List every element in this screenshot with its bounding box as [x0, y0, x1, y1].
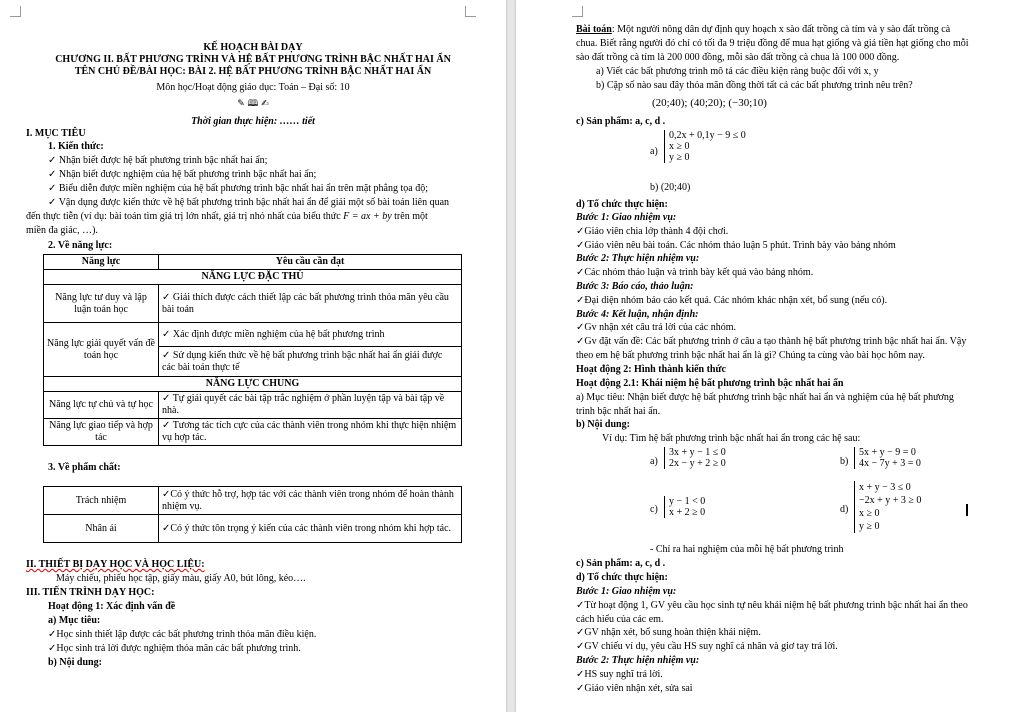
- inequality: x + y − 3 ≤ 0: [859, 482, 911, 493]
- objective-text: trên một: [394, 211, 428, 222]
- list-item: ✓HS suy nghĩ trả lời.: [576, 669, 663, 680]
- problem-question: b) Cặp số nào sau đây thỏa mãn đồng thời tất cả các bất phương trình nêu trên?: [596, 80, 913, 91]
- margin-corner-mark: [572, 6, 583, 17]
- problem-question: a) Viết các bất phương trình mô tả các điều kiện ràng buộc đối với x, y: [596, 66, 879, 77]
- document-page-right: [516, 0, 1026, 712]
- item-label: a): [650, 146, 658, 157]
- equation: 4x − 7y + 3 = 0: [859, 458, 921, 469]
- inequality: 3x + y − 1 ≤ 0: [669, 447, 726, 458]
- sub-heading: c) Sản phẩm: a, c, d .: [576, 558, 666, 569]
- inequality: x ≥ 0: [859, 508, 880, 519]
- step-heading: Bước 1: Giao nhiệm vụ:: [576, 212, 677, 223]
- table-cell: ✓ Giải thích được cách thiết lập các bất phương trình thỏa mãn yêu cầu bài toán: [159, 285, 462, 323]
- step-heading: Bước 4: Kết luận, nhận định:: [576, 309, 699, 320]
- objective-text: đến thực tiễn (ví dụ: bài toán tìm giá trị lớn nhất, giá trị nhỏ nhất của biểu thức: [26, 211, 341, 222]
- inequality: y ≥ 0: [859, 521, 880, 532]
- inequality: −2x + y + 3 ≥ 0: [859, 495, 922, 506]
- activity-heading: Hoạt động 2.1: Khái niệm hệ bất phương trình bậc nhất hai ẩn: [576, 378, 844, 389]
- subsection-heading: 2. Về năng lực:: [48, 240, 113, 251]
- subject-line: Môn học/Hoạt động giáo dục: Toán – Đại số: 10: [156, 82, 350, 93]
- list-item: ✓GV nhận xét, bổ sung hoàn thiện khái niệm.: [576, 627, 761, 638]
- table-cell: ✓Có ý thức hỗ trợ, hợp tác với các thành viên trong nhóm để hoàn thành nhiệm vụ.: [159, 487, 462, 515]
- sub-heading: b) Nội dung:: [48, 657, 102, 668]
- table-section-row: NĂNG LỰC CHUNG: [44, 377, 462, 392]
- objective-item: ✓ Nhận biết được hệ bất phương trình bậc nhất hai ẩn;: [48, 155, 268, 166]
- activity-heading: Hoạt động 2: Hình thành kiến thức: [576, 364, 726, 375]
- problem-line: chua. Biết rằng người đó chỉ có tối đa 9 triệu đồng để mua hạt giống và giá tiền hạt giống cho mỗi: [576, 38, 969, 49]
- section-heading-text: II. THIẾT BỊ DẠY HỌC VÀ HỌC LIỆU:: [26, 559, 205, 570]
- step-heading: Bước 1: Giao nhiệm vụ:: [576, 586, 677, 597]
- table-cell: Trách nhiệm: [44, 487, 159, 515]
- list-item: ✓GV chiếu ví dụ, yêu cầu HS suy nghĩ cá nhân và giơ tay trả lời.: [576, 641, 838, 652]
- section-heading: III. TIẾN TRÌNH DẠY HỌC:: [26, 587, 155, 598]
- time-line: Thời gian thực hiện: …… tiết: [191, 116, 315, 127]
- problem-line: [576, 24, 950, 36]
- inequality: 0,2x + 0,1y − 9 ≤ 0: [669, 130, 746, 141]
- subsection-heading: 3. Về phẩm chất:: [48, 462, 121, 473]
- objective-item: ✓ Nhận biết được nghiệm của hệ bất phương trình bậc nhất hai ẩn;: [48, 169, 317, 180]
- doc-title: KẾ HOẠCH BÀI DẠY: [203, 42, 303, 53]
- text-cursor: [966, 504, 968, 516]
- objective-item: ✓ Biểu diễn được miền nghiệm của hệ bất phương trình bậc nhất hai ẩn trên mặt phẳng tọa độ;: [48, 183, 428, 194]
- list-item: ✓Giáo viên nhận xét, sửa sai: [576, 683, 693, 694]
- section-heading: [26, 559, 205, 571]
- inequality-system: [664, 447, 726, 469]
- table-cell: ✓Có ý thức tôn trọng ý kiến của các thành viên trong nhóm khi hợp tác.: [159, 515, 462, 543]
- equation: 5x + y − 9 = 0: [859, 447, 916, 458]
- inequality: 2x − y + 2 ≥ 0: [669, 458, 726, 469]
- table-section-row: NĂNG LỰC ĐẶC THÙ: [44, 270, 462, 285]
- inequality-system: [664, 130, 746, 163]
- paragraph: - Chỉ ra hai nghiệm của mỗi hệ bất phương trình: [650, 544, 844, 555]
- example-prompt: Ví dụ: Tìm hệ bất phương trình bậc nhất hai ẩn trong các hệ sau:: [602, 433, 861, 444]
- competency-table: [43, 254, 462, 446]
- problem-label: Bài toán: [576, 24, 612, 35]
- list-item: ✓Giáo viên nêu bài toán. Các nhóm thảo luận 5 phút. Trình bày vào bảng nhóm: [576, 240, 896, 251]
- ornament-divider: ✎ 🕮 ✍: [237, 99, 269, 109]
- objective-item: ✓ Vận dụng được kiến thức về hệ bất phương trình bậc nhất hai ẩn để giải một số bài toán liên quan: [48, 197, 450, 208]
- list-item: ✓Giáo viên chia lớp thành 4 đội chơi.: [576, 226, 729, 237]
- formula: F = ax + by: [343, 211, 392, 222]
- margin-corner-mark: [10, 6, 21, 17]
- equation-system: [854, 447, 921, 469]
- table-cell: Năng lực giao tiếp và hợp tác: [44, 419, 159, 446]
- table-cell: Năng lực tư duy và lập luận toán học: [44, 285, 159, 323]
- sub-heading: c) Sản phẩm: a, c, d .: [576, 116, 666, 127]
- sub-heading: d) Tổ chức thực hiện:: [576, 572, 668, 583]
- inequality: y − 1 < 0: [669, 496, 706, 507]
- item-label: c): [650, 504, 658, 515]
- objective-item: miền đa giác, …).: [26, 225, 98, 236]
- table-cell: ✓ Tự giải quyết các bài tập trắc nghiệm ở phần luyện tập và bài tập về nhà.: [159, 392, 462, 419]
- list-item: ✓Gv đặt vấn đề: Các bất phương trình ở câu a tạo thành hệ bất phương trình bậc nhất hai ẩn. Vậy: [576, 336, 967, 347]
- step-heading: Bước 2: Thực hiện nhiệm vụ:: [576, 253, 700, 264]
- inequality-system: [664, 496, 705, 518]
- problem-text: : Một người nông dân dự định quy hoạch x sào đất trồng cà tím và y sào đất trồng cà: [611, 24, 951, 35]
- list-item: ✓Gv nhận xét câu trả lời của các nhóm.: [576, 322, 736, 333]
- answer-text: b) (20;40): [650, 182, 691, 193]
- lesson-title: TÊN CHỦ ĐỀ/BÀI HỌC: BÀI 2. HỆ BẤT PHƯƠNG TRÌNH BẬC NHẤT HAI ẨN: [74, 66, 432, 77]
- document-page-left: [0, 0, 506, 712]
- paragraph: trình bậc nhất hai ẩn.: [576, 406, 661, 417]
- sub-heading: a) Mục tiêu:: [48, 615, 101, 626]
- inequality-system: [854, 481, 921, 533]
- step-heading: Bước 2: Thực hiện nhiệm vụ:: [576, 655, 700, 666]
- list-item: ✓Các nhóm thảo luận và trình bày kết quả vào bảng nhóm.: [576, 267, 814, 278]
- paragraph: a) Mục tiêu: Nhận biết được hệ bất phương trình bậc nhất hai ẩn và nghiệm của hệ bất phương: [576, 392, 954, 403]
- table-header: Năng lực: [44, 255, 159, 270]
- chapter-title: CHƯƠNG II. BẤT PHƯƠNG TRÌNH VÀ HỆ BẤT PHƯƠNG TRÌNH BẬC NHẤT HAI ẨN: [55, 54, 451, 65]
- subsection-heading: 1. Kiến thức:: [48, 141, 104, 152]
- sub-heading: d) Tổ chức thực hiện:: [576, 199, 668, 210]
- table-cell: ✓ Sử dụng kiến thức về hệ bất phương trình bậc nhất hai ẩn giải được các bài toán thực tế: [159, 347, 462, 377]
- table-cell: Năng lực giải quyết vấn đề toán học: [44, 323, 159, 377]
- quality-table: [43, 486, 462, 543]
- inequality: x ≥ 0: [669, 141, 690, 152]
- margin-corner-mark: [465, 6, 476, 17]
- item-label: b): [840, 456, 849, 467]
- list-item: ✓Từ hoạt động 1, GV yêu cầu học sinh tự nêu khái niệm hệ bất phương trình bậc nhất hai ẩn theo: [576, 600, 968, 611]
- answer-pairs: (20;40); (40;20); (−30;10): [652, 97, 767, 109]
- list-item: theo em hệ bất phương trình bậc nhất hai ẩn là gì? Chúng ta cùng vào bài học hôm nay.: [576, 350, 925, 361]
- objective-item: [26, 211, 428, 223]
- list-item: ✓Học sinh trả lời được nghiệm thỏa mãn các bất phương trình.: [48, 643, 301, 654]
- table-cell: Năng lực tự chủ và tự học: [44, 392, 159, 419]
- item-label: d): [840, 504, 849, 515]
- table-cell: ✓ Tương tác tích cực của các thành viên trong nhóm khi thực hiện nhiệm vụ hợp tác.: [159, 419, 462, 446]
- activity-heading: Hoạt động 1: Xác định vấn đề: [48, 601, 176, 612]
- table-header: Yêu cầu cần đạt: [159, 255, 462, 270]
- list-item: ✓Đại diện nhóm báo cáo kết quả. Các nhóm khác nhận xét, bổ sung (nếu có).: [576, 295, 888, 306]
- item-label: a): [650, 456, 658, 467]
- sub-heading: b) Nội dung:: [576, 419, 630, 430]
- problem-line: sào đất trồng cà tím là 200 000 đồng, mỗi sào đất trồng cà chua là 100 000 đồng.: [576, 52, 900, 63]
- table-cell: ✓ Xác định được miền nghiệm của hệ bất phương trình: [159, 323, 462, 347]
- paragraph: Máy chiếu, phiếu học tập, giấy màu, giấy A0, bút lông, kéo….: [56, 573, 306, 584]
- list-item: cách hiểu của các em.: [576, 614, 664, 625]
- inequality: x + 2 ≥ 0: [669, 507, 706, 518]
- step-heading: Bước 3: Báo cáo, thảo luận:: [576, 281, 694, 292]
- inequality: y ≥ 0: [669, 152, 690, 163]
- list-item: ✓Học sinh thiết lập được các bất phương trình thỏa mãn điều kiện.: [48, 629, 317, 640]
- section-heading: I. MỤC TIÊU: [26, 128, 86, 139]
- table-cell: Nhân ái: [44, 515, 159, 543]
